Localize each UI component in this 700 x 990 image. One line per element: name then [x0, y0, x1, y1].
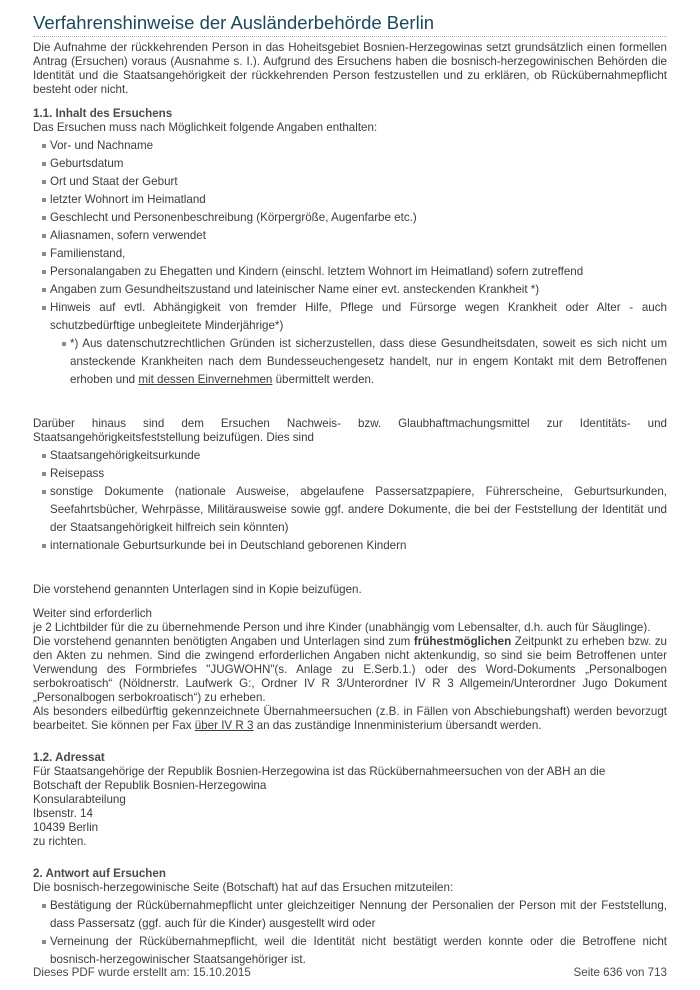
list-item: sonstige Dokumente (nationale Ausweise, abgelaufene Passersatzpapiere, Führerscheine, Geburtsurkunden, Seefahrtsbücher, Wehrpässe, Militärausweise sowie ggf. andere Dokumente, die bei der Feststellung der Identität und der Staatsangehörigkeit hilfreich sein könnten) [42, 483, 667, 537]
footnote-text-a: *) Aus datenschutzrechtlichen Gründen ist sicherzustellen, dass diese Gesundheitsdaten, soweit es sich nicht um ansteckende Krankheiten nach dem Bundesseuchengesetz handelt, nur in engem Kontakt mit dem Betroffenen erhoben und [70, 337, 667, 386]
address-line: 10439 Berlin [33, 821, 99, 834]
further-paragraph-4 [33, 705, 667, 733]
required-data-list [33, 137, 667, 335]
further-line-2: je 2 Lichtbilder für die zu übernehmende Person und ihre Kinder (unabhängig vom Lebensalter, d.h. auch für Säuglinge). [33, 621, 651, 634]
list-item: letzter Wohnort im Heimatland [42, 191, 667, 209]
list-item: Geburtsdatum [42, 155, 667, 173]
title-divider [33, 36, 667, 37]
list-item: Personalangaben zu Ehegatten und Kindern (einschl. letztem Wohnort im Heimatland) sofern zutreffend [42, 263, 667, 281]
list-item: internationale Geburtsurkunde bei in Deutschland geborenen Kindern [42, 537, 667, 555]
address-line: Botschaft der Republik Bosnien-Herzegowina [33, 779, 267, 792]
section-2-lead: Die bosnisch-herzegowinische Seite (Botschaft) hat auf das Ersuchen mitzuteilen: [33, 881, 454, 894]
list-item: Aliasnamen, sofern verwendet [42, 227, 667, 245]
list-item: Angaben zum Gesundheitszustand und lateinischer Name einer evt. ansteckenden Krankheit *) [42, 281, 667, 299]
list-item: Ort und Staat der Geburt [42, 173, 667, 191]
further-line-1: Weiter sind erforderlich [33, 607, 152, 620]
proof-lead-paragraph: Darüber hinaus sind dem Ersuchen Nachweis- bzw. Glaubhaftmachungsmittel zur Identitäts- und Staatsangehörigkeitsfeststellung beizufügen. Dies sind [33, 417, 667, 444]
copy-note: Die vorstehend genannten Unterlagen sind in Kopie beizufügen. [33, 583, 362, 596]
footer-page-number: Seite 636 von 713 [573, 966, 667, 979]
document-body [33, 41, 667, 969]
further-4c: an das zuständige Innenministerium übersandt werden. [253, 719, 542, 732]
further-4-underlined: über IV R 3 [194, 719, 254, 732]
address-line: Für Staatsangehörige der Republik Bosnien-Herzegowina ist das Rückübernahmeersuchen von der ABH an die [33, 765, 606, 778]
list-item: Staatsangehörigkeitsurkunde [42, 447, 667, 465]
list-item: Vor- und Nachname [42, 137, 667, 155]
section-heading-1-1: 1.1. Inhalt des Ersuchens [33, 107, 173, 120]
list-item: Familienstand, [42, 245, 667, 263]
list-item: Verneinung der Rückübernahmepflicht, weil die Identität nicht bestätigt werden konnte oder die Betroffene nicht bosnisch-herzegowinischer Staatsangehöriger ist. [42, 933, 667, 969]
list-item: Hinweis auf evtl. Abhängigkeit von fremder Hilfe, Pflege und Fürsorge wegen Krankheit oder Alter - auch schutzbedürftige unbegleitete Minderjährige*) [42, 299, 667, 335]
list-item: Reisepass [42, 465, 667, 483]
footnote-item [62, 335, 667, 389]
address-line: zu richten. [33, 835, 87, 848]
footer-created-date: Dieses PDF wurde erstellt am: 15.10.2015 [33, 966, 251, 979]
proof-documents-list [33, 447, 667, 555]
page-title: Verfahrenshinweise der Ausländerbehörde Berlin [33, 12, 435, 33]
address-line: Konsularabteilung [33, 793, 126, 806]
list-item: Bestätigung der Rückübernahmepflicht unter gleichzeitiger Nennung der Personalien der Person mit der Feststellung, dass Passersatz (ggf. auch für die Kinder) ausgestellt wird oder [42, 897, 667, 933]
further-3-bold: frühestmöglichen [413, 635, 512, 648]
intro-paragraph: Die Aufnahme der rückkehrenden Person in das Hoheitsgebiet Bosnien-Herzegowinas setzt grundsätzlich einen formellen Antrag (Ersuchen) voraus (Ausnahme s. I.). Aufgrund des Ersuchens haben die bosnisch-herzegowinischen Behörden die Identität und die Staatsangehörigkeit der rückkehrenden Person festzustellen und zu erklären, ob Rückübernahmepflicht besteht oder nicht. [33, 41, 667, 96]
footnote-underlined: mit dessen Einvernehmen [138, 373, 273, 386]
section-heading-2: 2. Antwort auf Ersuchen [33, 867, 166, 880]
section-heading-1-2: 1.2. Adressat [33, 751, 105, 764]
further-paragraph-3 [33, 635, 667, 705]
list-item: Geschlecht und Personenbeschreibung (Körpergröße, Augenfarbe etc.) [42, 209, 667, 227]
further-4a: Als besonders eilbedürftig gekennzeichnete Übernahmeersuchen (z.B. in Fällen von Abschiebungshaft) werden bevorzugt bearbeitet. Sie können per Fax [33, 705, 667, 732]
footnote-list [33, 335, 667, 389]
address-line: Ibsenstr. 14 [33, 807, 93, 820]
answer-list [33, 897, 667, 969]
further-3a: Die vorstehend genannten benötigten Angaben und Unterlagen sind zum [33, 635, 414, 648]
further-3c: Zeitpunkt zu erheben bzw. zu den Akten zu nehmen. Sind die zwingend erforderlichen Angaben nicht aktenkundig, so sind sie beim Betroffenen unter Verwendung des Formbriefes "JUGWOHN"(s. Anlage zu E.Serb.1.) oder des Word-Dokuments „Personalbogen serbokroatisch“ (Nöldnerstr. Laufwerk G:, Ordner IV R 3/Unterordner IV R 3 Allgemein/Unterordner Jugo Dokument „Personalbogen serbokroatisch“) zu erheben. [33, 635, 667, 704]
section-1-1-lead: Das Ersuchen muss nach Möglichkeit folgende Angaben enthalten: [33, 121, 378, 134]
footnote-text-b: übermittelt werden. [272, 373, 375, 386]
